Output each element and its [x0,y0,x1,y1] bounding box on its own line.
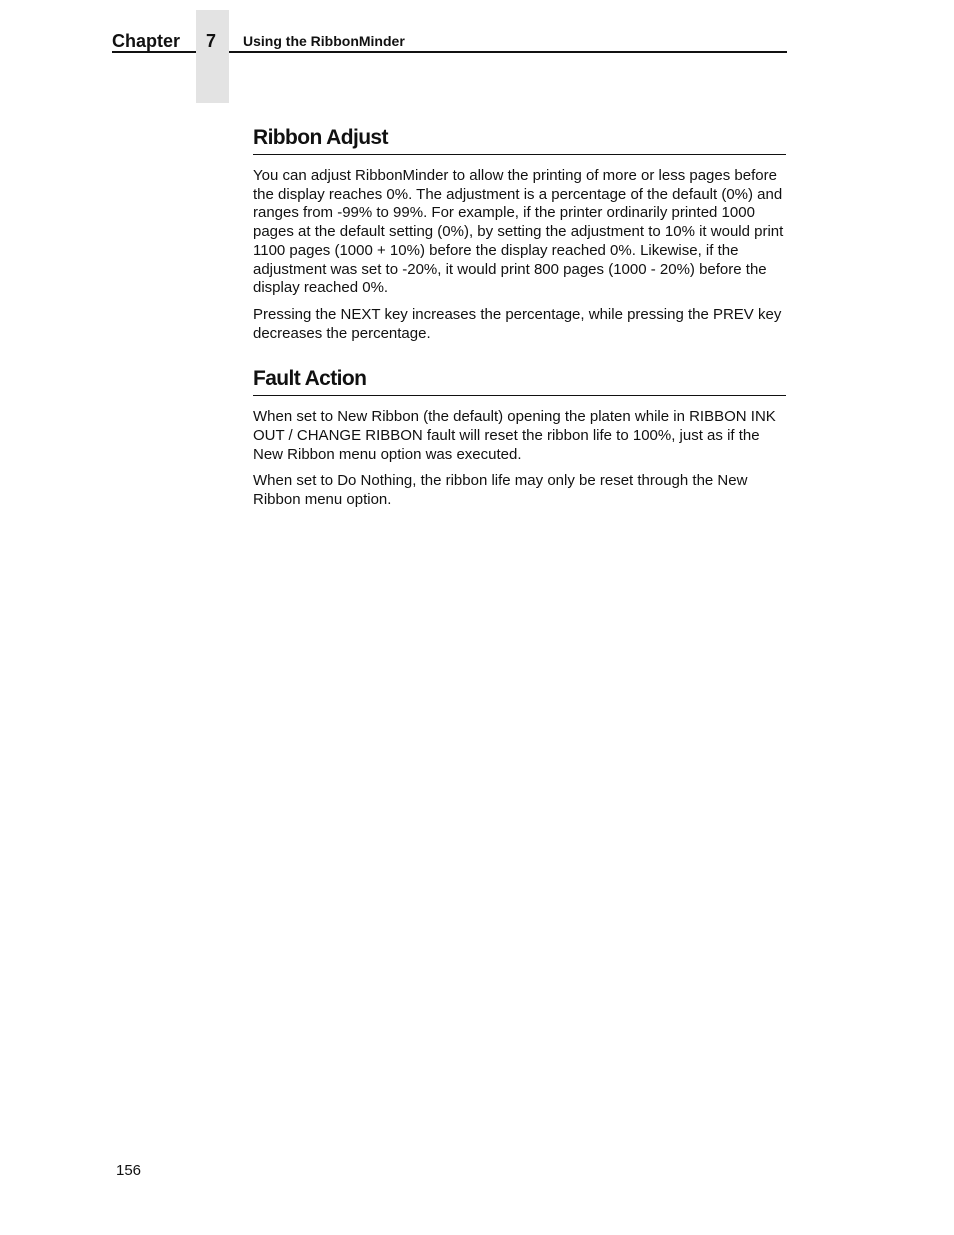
header-rule-right [229,51,787,53]
running-title: Using the RibbonMinder [243,33,405,49]
chapter-tab [196,10,229,103]
body-paragraph: When set to New Ribbon (the default) opening the platen while in RIBBON INK OUT / CHANGE RIBBON fault will reset the ribbon life to 100%, just as if the New Ribbon menu option was executed. [253,408,776,463]
chapter-label: Chapter [112,31,181,51]
chapter-number: 7 [206,31,217,51]
body-paragraph: Pressing the NEXT key increases the percentage, while pressing the PREV key decreases the percentage. [253,305,782,342]
section-ribbon-adjust [253,124,786,343]
body-paragraph: When set to Do Nothing, the ribbon life may only be reset through the New Ribbon menu option. [253,472,748,509]
section-heading: Ribbon Adjust [253,124,786,155]
body-paragraph: You can adjust RibbonMinder to allow the printing of more or less pages before the display reaches 0%. The adjustment is a percentage of the default (0%) and ranges from -99% to 99%. For example, if the printer ordinarily printed 1000 pages at the default setting (0%), by setting the adjustment to 10% it would print 1100 pages (1000 + 10%) before the display reached 0%. Likewise, if the adjustment was set to -20%, it would print 800 pages (1000 - 20%) before the display reached 0%. [253,167,784,297]
page-content [253,124,786,510]
page-number: 156 [116,1162,142,1179]
section-heading: Fault Action [253,365,786,396]
header-rule-left [112,51,196,53]
section-fault-action [253,365,786,510]
